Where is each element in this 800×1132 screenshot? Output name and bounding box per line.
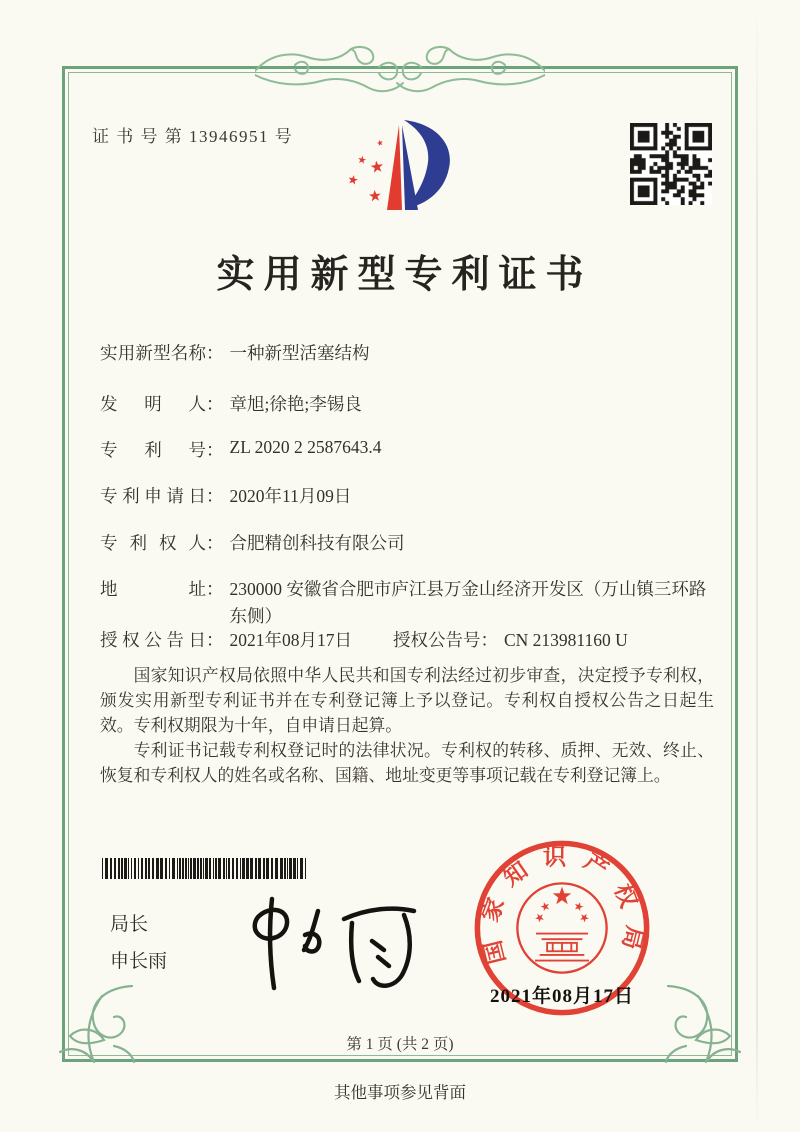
field-colon: ： [206,343,224,363]
top-border-ornament-icon [255,41,545,95]
field-value: 章旭;徐艳;李锡良 [229,394,362,414]
field-colon: ： [206,440,224,460]
field-colon: ： [206,486,224,506]
field-grant-number [393,627,628,652]
field-label: 专利号 [100,440,206,460]
field-value: 230000 安徽省合肥市庐江县万金山经济开发区（万山镇三环路东侧） [229,579,707,626]
certificate-number: 证 书 号 第 13946951 号 [92,127,294,146]
legal-text [100,663,714,788]
seal-date: 2021年08月17日 [489,986,634,1007]
field-utility-model-name [100,340,370,365]
page-number: 第 1 页 (共 2 页) [346,1036,454,1053]
field-value: CN 213981160 U [504,630,628,650]
field-label: 实用新型名称 [100,343,206,363]
field-label: 专利权人 [100,533,206,553]
signer-name: 申长雨 [110,951,168,972]
field-colon: ： [206,630,224,650]
qr-code [630,123,712,205]
barcode [102,858,310,879]
field-inventors [100,391,362,416]
commissioner-signature-icon [232,893,432,993]
back-side-note: 其他事项参见背面 [334,1083,466,1102]
field-label: 授权公告号 [393,630,481,650]
certificate-title: 实用新型专利证书 [216,254,593,296]
legal-paragraph-2: 专利证书记载专利权登记时的法律状况。专利权的转移、质押、无效、终止、恢复和专利权人的姓名或名称、国籍、地址变更等事项记载在专利登记簿上。 [100,741,714,785]
field-colon: ： [480,630,498,650]
field-grant-date [100,627,352,652]
field-patentee [100,530,405,555]
field-filing-date [100,483,351,508]
legal-paragraph-1: 国家知识产权局依照中华人民共和国专利法经过初步审查，决定授予专利权，颁发实用新型专利证书并在专利登记簿上予以登记。专利权自授权公告之日起生效。专利权期限为十年，自申请日起算。 [100,666,714,735]
field-patent-number [100,437,381,462]
signer-block [110,906,167,980]
field-colon: ： [206,533,224,553]
bottom-left-corner-flourish-icon [44,980,144,1070]
field-value: 一种新型活塞结构 [229,343,370,363]
seal-text: 国家知识产权局 [476,844,648,967]
field-colon: ： [206,579,224,599]
field-label: 专利申请日 [100,486,206,506]
field-value: 2021年08月17日 [229,630,352,650]
seal-national-emblem-icon [517,883,606,972]
field-value: ZL 2020 2 2587643.4 [229,437,382,457]
field-label: 地址 [100,579,206,599]
bottom-right-corner-flourish-icon [656,980,756,1070]
signer-title: 局长 [110,914,149,935]
paper-scan-edge [756,0,758,1132]
field-value: 2020年11月09日 [229,486,352,506]
field-colon: ： [206,394,224,414]
field-address [100,576,708,630]
field-label: 发明人 [100,394,206,414]
field-value: 合肥精创科技有限公司 [229,533,405,553]
cnipa-logo-icon [342,112,462,217]
field-label: 授权公告日 [100,630,206,650]
